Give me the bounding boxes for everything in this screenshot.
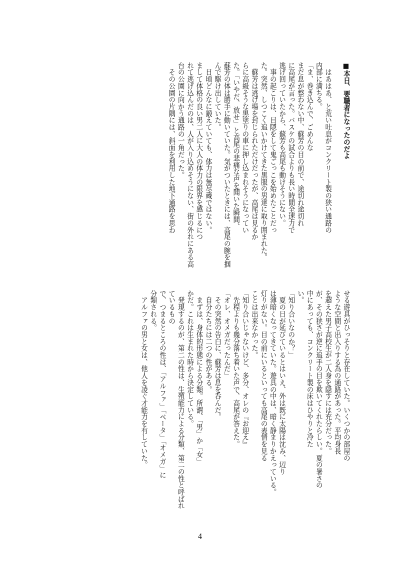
- text-line: 「ま、巻き込んで、ごめんな: [305, 62, 314, 152]
- lower-text-block: [49, 290, 350, 514]
- text-line: れて逃げ込んだのは、人が入り込めそうにない、街の外れにある高: [185, 62, 194, 268]
- section-heading: ■本日、要職者になったのだよ: [342, 62, 350, 160]
- text-line: 先程よりも幾分落ち着いた声で、高尾が答えた。: [231, 290, 240, 448]
- text-line: 日頃どんなに鍛えていても、体力は無尽蔵ではない。: [203, 62, 212, 234]
- text-line: 逃げ回っていたから、蘇芳も高尾も動けそうにない。: [277, 62, 286, 227]
- text-line: ような空間と出入りする為の通路があった。平均身長: [332, 290, 341, 455]
- text-line: で、つまるところの性は、「アルファ」「ベータ」「オメガ」に: [157, 290, 166, 479]
- text-line: 内部に満ちる。: [314, 62, 323, 110]
- text-line: ことは出来なかった。: [249, 290, 258, 359]
- text-line: らに高級そうな黒塗りの車に押し込まれそうになってい: [240, 62, 249, 234]
- text-line: その突然の告白に、蘇芳は息を呑んだ。: [213, 290, 222, 421]
- text-line: まずは、身体的形態による分類。所謂、「男」か「女」: [194, 290, 203, 465]
- text-line: 事の起こりは、目隠をして鬼ごっこを始めたことだっ: [268, 62, 277, 234]
- text-line: んで駆け出していた。: [213, 62, 222, 131]
- text-line: [332, 62, 341, 274]
- text-line: 「知り合いじゃないけど、多分、オレの『お迎え』: [240, 290, 249, 448]
- text-line: は薄暗くなってきていた。遊具の中は、暗く静まりかえっている。: [268, 290, 277, 496]
- text-line: 「オレ、オメガだったんだ」: [222, 290, 231, 380]
- text-line: 自分たちには二つの性がある。: [203, 290, 212, 393]
- text-line: 発現するのが、第二の性は、生殖能力による分類、第二の性と呼ばれているもの: [167, 290, 185, 510]
- text-line: せる遊具がひっそりと存在していた。いくつかの部屋の: [342, 290, 350, 462]
- text-line: 分類される。: [148, 290, 157, 332]
- text-line: た。突然、しつこく追いかけてきた黒服の男達に取り囲まれた。: [259, 62, 268, 261]
- text-line: い。: [295, 290, 304, 304]
- text-line: その公園の片隅には、斜面を利用した地下通路を思わ: [167, 62, 176, 234]
- text-line: 蘇芳の体は勝手に動いていた。気がついたときには、高尾の腕を掴: [222, 62, 231, 268]
- upper-text-block: [49, 62, 350, 274]
- text-line: まして体格の良い男二人に大人の体力の限界を感じるにつ: [194, 62, 203, 241]
- text-line: 夏の日が延びているとはいえ、外は既に太陽は沈み、辺り: [277, 290, 286, 475]
- text-line: はあはあ、と荒い吐息がコンクリート製の狭い通路の: [323, 62, 332, 234]
- text-line: 「知り合いなのか？」: [286, 290, 295, 359]
- text-line: が、その狭さが逆に追手の目を欺いてくれたらしい。夏の暑さの: [314, 290, 323, 489]
- page-number: 4: [198, 532, 202, 541]
- text-line: 中にあっても、コンクリート製の床はひやりと冷た: [305, 290, 314, 448]
- text-line: 灯りがない。目の前にいるといっても高尾の表情を見る: [259, 290, 268, 462]
- text-line: まだ息が整わない中、蘇芳の目の前で、途切れ途切れ: [295, 62, 304, 227]
- text-line: アルファの男と女は、他人を凌ぐ才能力を有していた。: [139, 290, 148, 469]
- text-line: た。「いやだ、放せ」と高尾の悲痛な声を聞いた瞬間、: [231, 62, 240, 230]
- text-line: に高尾が言った。バスケの試合よりも長い時間全速力で: [286, 62, 295, 234]
- text-line: 台の公園に向かう通路の一角だった。: [176, 62, 185, 179]
- text-line: かだ。これは生まれた時から決定している。: [185, 290, 194, 427]
- text-line: を超えた男子高校生が二人身を隠すには充分だった。: [323, 290, 332, 455]
- text-line: 蘇芳は逃げ場を封じられただけだったが、高尾は見るか: [249, 62, 258, 241]
